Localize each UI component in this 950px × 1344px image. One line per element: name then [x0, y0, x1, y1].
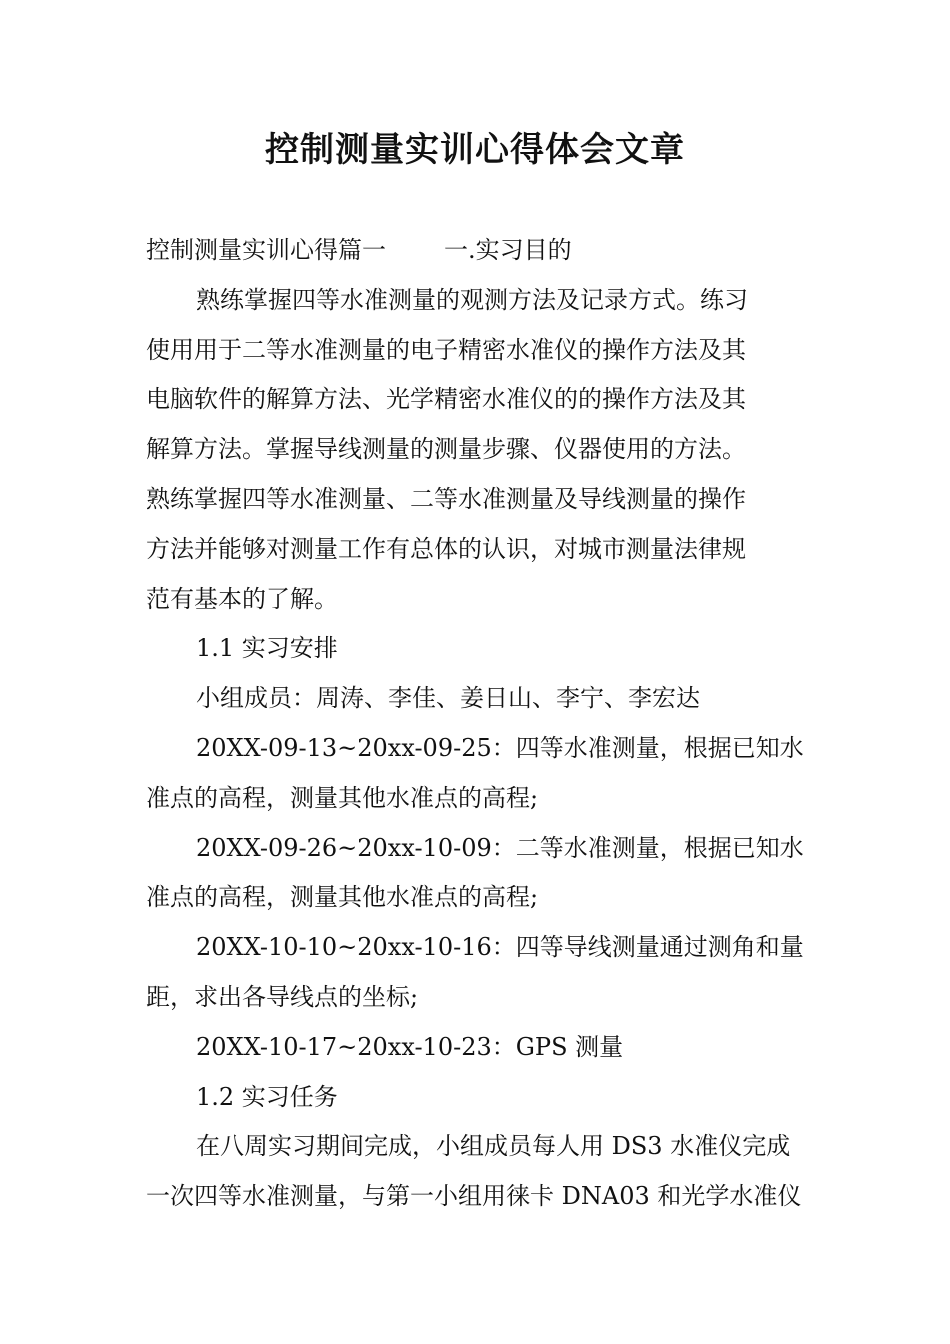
text-line: 1.1 实习安排	[196, 634, 338, 663]
text-line: 范有基本的了解。	[146, 584, 338, 613]
text-line: 熟练掌握四等水准测量、二等水准测量及导线测量的操作	[146, 484, 746, 513]
text-line: 20XX-09-13~20xx-09-25：四等水准测量，根据已知水	[196, 733, 804, 762]
text-line: 解算方法。掌握导线测量的测量步骤、仪器使用的方法。	[146, 435, 746, 464]
text-line: 一次四等水准测量，与第一小组用徕卡 DNA03 和光学水准仪	[146, 1182, 802, 1211]
text-line: 方法并能够对测量工作有总体的认识，对城市测量法律规	[146, 534, 746, 563]
text-line: 20XX-10-10~20xx-10-16：四等导线测量通过测角和量	[196, 933, 804, 962]
text-line: 小组成员：周涛、李佳、姜日山、李宁、李宏达	[196, 684, 700, 713]
section-heading: 一.实习目的	[444, 236, 572, 264]
text-line: 准点的高程，测量其他水准点的高程;	[146, 883, 539, 912]
text-line: 电脑软件的解算方法、光学精密水准仪的的操作方法及其	[146, 385, 746, 414]
text-line: 20XX-09-26~20xx-10-09：二等水准测量，根据已知水	[196, 833, 804, 862]
text-line: 1.2 实习任务	[196, 1082, 338, 1111]
text-line: 准点的高程，测量其他水准点的高程;	[146, 783, 539, 812]
document-body	[146, 226, 810, 1222]
document-title: 控制测量实训心得体会文章	[265, 130, 685, 170]
text-line: 熟练掌握四等水准测量的观测方法及记录方式。练习	[196, 285, 748, 314]
text-line: 距，求出各导线点的坐标;	[146, 982, 419, 1011]
text-line: 20XX-10-17~20xx-10-23：GPS 测量	[196, 1032, 624, 1061]
text-line: 在八周实习期间完成，小组成员每人用 DS3 水准仪完成	[196, 1132, 791, 1161]
text-line: 使用用于二等水准测量的电子精密水准仪的操作方法及其	[146, 335, 746, 364]
section-heading-line	[146, 226, 810, 276]
section-label: 控制测量实训心得篇一	[146, 236, 386, 264]
